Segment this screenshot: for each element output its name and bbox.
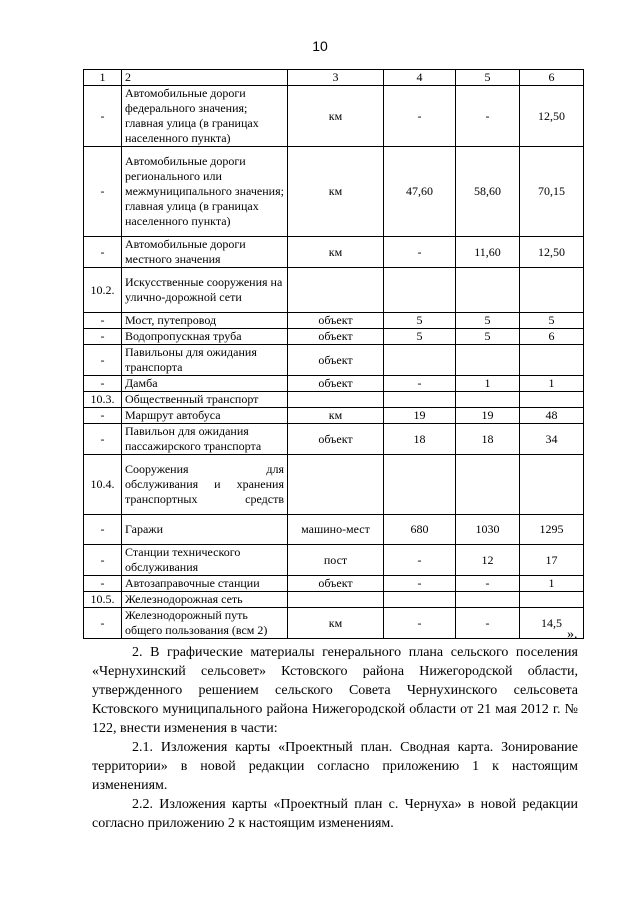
table-cell: 680 [384, 515, 456, 545]
table-cell: 1295 [520, 515, 584, 545]
table-cell: - [84, 424, 122, 455]
table-cell: км [288, 86, 384, 147]
table-cell [288, 455, 384, 515]
table-cell: 58,60 [456, 147, 520, 237]
table-cell: 5 [456, 313, 520, 329]
paragraph-2-1: 2.1. Изложения карты «Проектный план. Сводная карта. Зонирование территории» в новой редакции согласно приложению 1 к настоящим изменениям. [92, 740, 578, 793]
table-cell: - [84, 86, 122, 147]
table-cell: 5 [520, 313, 584, 329]
table-cell: Водопропускная труба [122, 329, 288, 345]
table-cell: Станции технического обслуживания [122, 545, 288, 576]
table-cell: - [384, 608, 456, 639]
table-cell [456, 392, 520, 408]
table-cell: - [84, 237, 122, 268]
table-cell: 5 [456, 70, 520, 86]
table-row [84, 376, 584, 392]
table-cell: - [84, 313, 122, 329]
table-row [84, 86, 584, 147]
table-cell [288, 392, 384, 408]
table-cell: - [84, 345, 122, 376]
page-number: 10 [312, 38, 328, 54]
table-cell [384, 345, 456, 376]
table-cell: - [84, 376, 122, 392]
table-cell: 12,50 [520, 86, 584, 147]
table-cell: 12 [456, 545, 520, 576]
table-cell: машино-мест [288, 515, 384, 545]
table-cell: объект [288, 345, 384, 376]
table-cell: объект [288, 313, 384, 329]
table-cell: Железнодорожная сеть [122, 592, 288, 608]
table-row [84, 313, 584, 329]
table-cell: - [84, 147, 122, 237]
paragraph-2-2: 2.2. Изложения карты «Проектный план с. Чернуха» в новой редакции согласно приложению 2 к настоящим изменениям. [92, 797, 578, 831]
table-cell: 17 [520, 545, 584, 576]
table-cell [520, 455, 584, 515]
table-cell: - [84, 576, 122, 592]
table-row [84, 545, 584, 576]
table-cell [456, 592, 520, 608]
table-row [84, 515, 584, 545]
table-cell: Сооружения для обслуживания и хранения транспортных средств [122, 455, 288, 515]
table-cell: Павильоны для ожидания транспорта [122, 345, 288, 376]
table-cell: - [456, 86, 520, 147]
table-cell: 3 [288, 70, 384, 86]
table-row [84, 392, 584, 408]
table-cell: 2 [122, 70, 288, 86]
table-cell: - [384, 545, 456, 576]
table-cell: 5 [456, 329, 520, 345]
table-cell: Павильон для ожидания пассажирского транспорта [122, 424, 288, 455]
table-cell: 6 [520, 70, 584, 86]
table-cell: Автомобильные дороги федерального значения; главная улица (в границах населенного пункта) [122, 86, 288, 147]
table-cell [384, 455, 456, 515]
table-row [84, 329, 584, 345]
table-cell: - [384, 237, 456, 268]
table-cell: Дамба [122, 376, 288, 392]
table-cell: Железнодорожный путь общего пользования (всм 2) [122, 608, 288, 639]
table-cell: Маршрут автобуса [122, 408, 288, 424]
table-cell: - [84, 545, 122, 576]
table-cell: 10.4. [84, 455, 122, 515]
table-cell: - [84, 515, 122, 545]
table-cell [288, 592, 384, 608]
table-cell: Автозаправочные станции [122, 576, 288, 592]
table-row [84, 147, 584, 237]
table-cell: 70,15 [520, 147, 584, 237]
table-cell: 47,60 [384, 147, 456, 237]
table-cell: 19 [384, 408, 456, 424]
table-cell: 10.2. [84, 268, 122, 313]
table-cell: - [84, 608, 122, 639]
table-cell: 11,60 [456, 237, 520, 268]
table-cell [456, 268, 520, 313]
table-cell: 5 [384, 313, 456, 329]
table-cell [288, 268, 384, 313]
table-cell: 1 [84, 70, 122, 86]
table-cell [520, 345, 584, 376]
table-row [84, 424, 584, 455]
table-cell: - [384, 376, 456, 392]
table-cell: км [288, 237, 384, 268]
table-cell: объект [288, 376, 384, 392]
table-cell: 18 [456, 424, 520, 455]
table-cell: 4 [384, 70, 456, 86]
table-cell: км [288, 608, 384, 639]
table-row [84, 268, 584, 313]
table-cell: Искусственные сооружения на улично-дорожной сети [122, 268, 288, 313]
table-cell: 48 [520, 408, 584, 424]
table-cell: Общественный транспорт [122, 392, 288, 408]
table-row [84, 576, 584, 592]
table-row [84, 345, 584, 376]
table-cell: Мост, путепровод [122, 313, 288, 329]
table-cell: 34 [520, 424, 584, 455]
table-cell [384, 392, 456, 408]
table-row [84, 608, 584, 639]
table-cell: объект [288, 329, 384, 345]
table-cell: Гаражи [122, 515, 288, 545]
table-cell [456, 455, 520, 515]
table-cell: 1 [456, 376, 520, 392]
table-row [84, 592, 584, 608]
table-cell: 5 [384, 329, 456, 345]
table-cell: 1030 [456, 515, 520, 545]
table-cell [456, 345, 520, 376]
indicators-table [83, 69, 584, 639]
table-cell: - [384, 86, 456, 147]
table-cell: км [288, 147, 384, 237]
table-cell: пост [288, 545, 384, 576]
table-cell: - [84, 329, 122, 345]
table-cell: объект [288, 576, 384, 592]
table-cell [520, 268, 584, 313]
body-text [92, 643, 578, 833]
table-row [84, 408, 584, 424]
table-cell: 12,50 [520, 237, 584, 268]
table-cell: 18 [384, 424, 456, 455]
paragraph-2: 2. В графические материалы генерального плана сельского поселения «Чернухинский сельсовет» Кстовского района Нижегородской области, утвержденного решением сельского Совета Чернухинского сельсовета Кстовского муниципального района Нижегородской области от 21 мая 2012 г. № 122, внести изменения в части: [92, 645, 578, 736]
table-cell: 1 [520, 376, 584, 392]
table-cell [384, 268, 456, 313]
table-cell: км [288, 408, 384, 424]
table-cell: 14,5 [520, 608, 584, 639]
table-row [84, 455, 584, 515]
table-closing-quote: ». [567, 627, 578, 642]
table-header-row [84, 70, 584, 86]
table-cell: Автомобильные дороги местного значения [122, 237, 288, 268]
table-cell: 10.5. [84, 592, 122, 608]
table-cell: - [384, 576, 456, 592]
table-cell: Автомобильные дороги регионального или межмуниципального значения; главная улица (в границах населенного пункта) [122, 147, 288, 237]
table-row [84, 237, 584, 268]
table-cell: - [84, 408, 122, 424]
table-cell: 1 [520, 576, 584, 592]
table-cell [520, 592, 584, 608]
table-cell: 10.3. [84, 392, 122, 408]
table-cell: - [456, 608, 520, 639]
table-cell: объект [288, 424, 384, 455]
table-cell [384, 592, 456, 608]
table-cell: 19 [456, 408, 520, 424]
table-cell: 6 [520, 329, 584, 345]
table-cell [520, 392, 584, 408]
table-cell: - [456, 576, 520, 592]
